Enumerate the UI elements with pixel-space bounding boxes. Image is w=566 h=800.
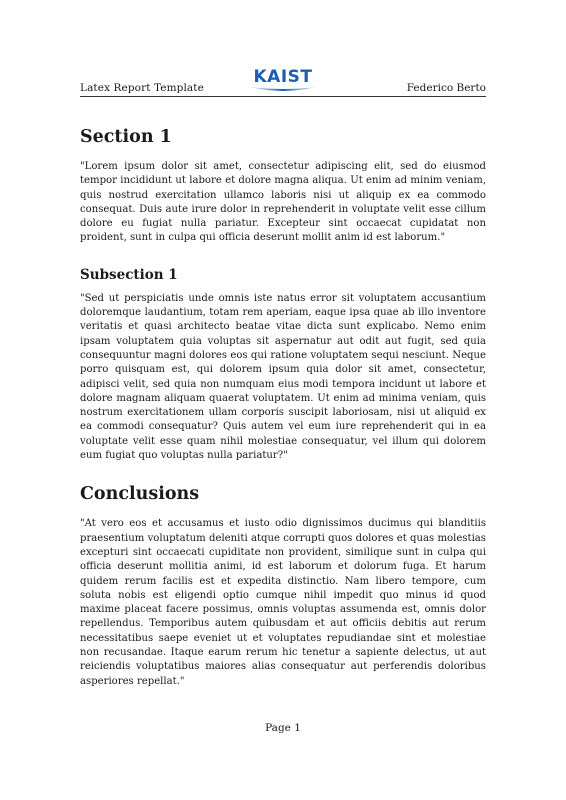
subsection-1 (80, 266, 486, 464)
kaist-logo (248, 68, 318, 94)
section-1-heading: Section 1 (80, 127, 172, 147)
page-number: Page 1 (265, 722, 301, 734)
subsection-1-heading: Subsection 1 (80, 266, 178, 283)
section-1-paragraph: "Lorem ipsum dolor sit amet, consectetur adipiscing elit, sed do eiusmod tempor incididunt ut labore et dolore magna aliqua. Ut enim ad minim veniam, quis nostrud exercitation ullamco laboris nisi ut aliquip ex ea commodo consequat. Duis aute irure dolor in reprehenderit in voluptate velit esse cillum dolore eu fugiat nulla pariatur. Excepteur sint occaecat cupidatat non proident, sunt in culpa qui officia deserunt mollit anim id est laborum." (80, 161, 486, 244)
subsection-1-paragraph: "Sed ut perspiciatis unde omnis iste natus error sit voluptatem accusantium doloremque laudantium, totam rem aperiam, eaque ipsa quae ab illo inventore veritatis et quasi architecto beatae vitae dicta sunt explicabo. Nemo enim ipsam voluptatem quia voluptas sit aspernatur aut odit aut fugit, sed quia consequuntur magni dolores eos qui ratione voluptatem sequi nesciunt. Neque porro quisquam est, qui dolorem ipsum quia dolor sit amet, consectetur, adipisci velit, sed quia non numquam eius modi tempora incidunt ut labore et dolore magnam aliquam quaerat voluptatem. Ut enim ad minima veniam, quis nostrum exercitationem ullam corporis suscipit laboriosam, nisi ut aliquid ex ea commodi consequatur? Quis autem vel eum iure reprehenderit qui in ea voluptate velit esse quam nihil molestiae consequatur, vel illum qui dolorem eum fugiat quo voluptas nulla pariatur?" (80, 292, 486, 462)
page-content (80, 126, 486, 689)
conclusions-section (80, 483, 486, 689)
page-header (80, 68, 486, 96)
section-1 (80, 126, 486, 246)
conclusions-heading: Conclusions (80, 484, 200, 505)
conclusions-paragraph: "At vero eos et accusamus et iusto odio dignissimos ducimus qui blanditiis praesentium voluptatum deleniti atque corrupti quos dolores et quas molestias excepturi sint occaecati cupiditate non provident, similique sunt in culpa qui officia deserunt mollitia animi, id est laborum et dolorum fuga. Et harum quidem rerum facilis est et expedita distinctio. Nam libero tempore, cum soluta nobis est eligendi optio cumque nihil impedit quo minus id quod maxime placeat facere possimus, omnis voluptas assumenda est, omnis dolor repellendus. Temporibus autem quibusdam et aut officiis debitis aut rerum necessitatibus saepe eveniet ut et voluptates repudiandae sint et molestiae non recusandae. Itaque earum rerum hic tenetur a sapiente delectus, ut aut reiciendis voluptatibus maiores alias consequatur aut perferendis doloribus asperiores repellat." (80, 518, 486, 687)
header-document-title: Latex Report Template (80, 82, 204, 94)
header-author: Federico Berto (406, 82, 486, 94)
logo-wordmark: KAIST (253, 67, 313, 87)
logo-swoosh-icon (248, 86, 318, 94)
header-rule (80, 96, 486, 97)
